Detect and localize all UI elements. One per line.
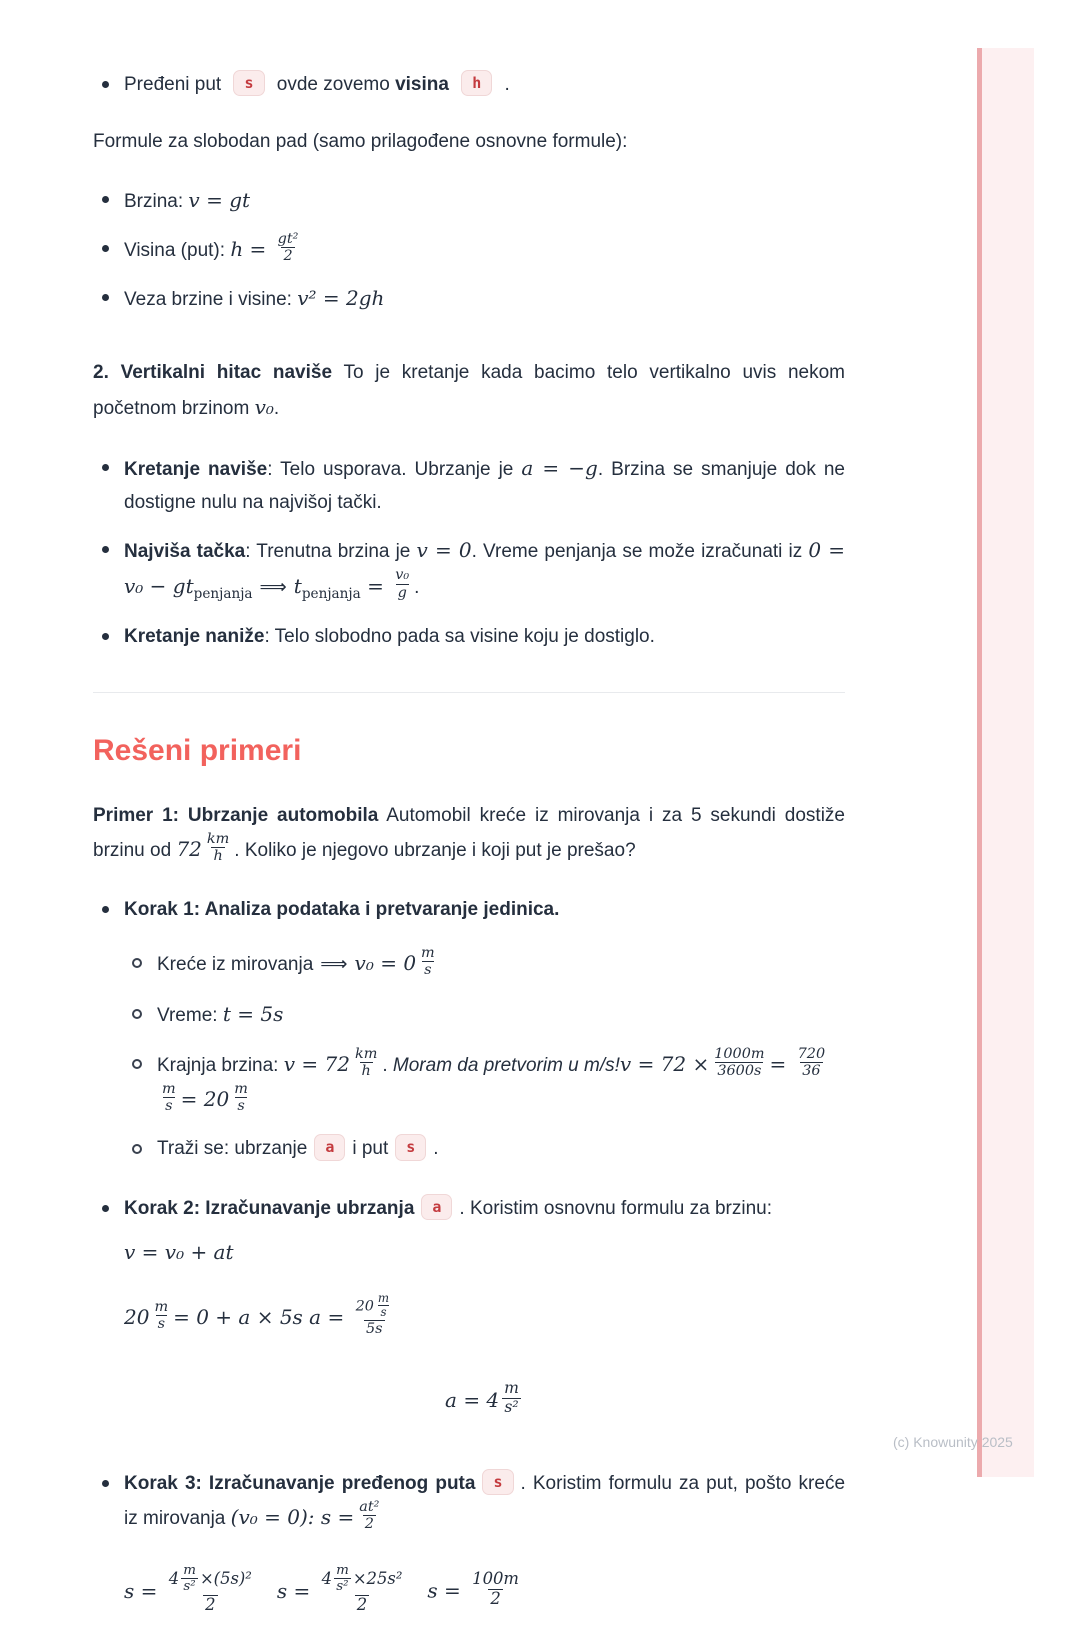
math-text: s =	[276, 1578, 311, 1603]
math-expression	[124, 1291, 398, 1338]
bullet-item-veza	[93, 281, 845, 316]
math-text: 4	[321, 1569, 333, 1589]
bullet-item-kretanje-navise	[93, 451, 845, 520]
text: Visina (put):	[124, 239, 231, 261]
sub-bullet-vreme	[124, 997, 845, 1032]
paragraph-vertikalni-hitac	[93, 356, 845, 425]
fraction-denominator: s²	[504, 1397, 519, 1416]
text: .	[273, 397, 280, 419]
paragraph-formule-lead: Formule za slobodan pad (samo prilagođene osnovne formule):	[93, 131, 628, 153]
bold-text: Najviša tačka	[124, 541, 246, 563]
document-content	[93, 0, 845, 1632]
math-text: h =	[230, 236, 267, 261]
section-divider	[93, 692, 845, 693]
fraction-denominator: h	[213, 847, 223, 864]
fraction-numerator: 1000m	[714, 1045, 765, 1062]
math-expression: a = −g	[521, 455, 598, 480]
fraction	[354, 1293, 396, 1338]
accent-band	[982, 48, 1034, 1477]
display-equation	[124, 1379, 845, 1421]
math-expression: v = 0	[416, 538, 472, 563]
text: . Koristim formulu za put, pošto kreće iz mirovanja	[124, 1472, 846, 1529]
math-expression	[124, 1563, 257, 1618]
fraction-nested	[376, 1292, 391, 1319]
math-expression: v = gt	[188, 187, 251, 212]
fraction-denominator: s	[424, 962, 432, 979]
bold-text: Korak 1: Analiza podataka i pretvaranje jedinica.	[124, 899, 560, 921]
math-expression	[354, 945, 440, 979]
text: : Telo slobodno pada sa visine koju je dostiglo.	[264, 626, 655, 648]
fraction-numerator: m	[336, 1563, 349, 1579]
text: .	[414, 576, 420, 598]
math-subscript: penjanja	[301, 585, 361, 602]
fraction-denominator: 36	[802, 1062, 821, 1079]
inline-code-badge-a: a	[421, 1194, 452, 1220]
fraction-numerator: m	[154, 1298, 169, 1315]
bullet-item-brzina	[93, 183, 845, 218]
math-expression	[293, 567, 414, 602]
inline-code-badge-s: s	[482, 1469, 513, 1495]
fraction-denominator: 2	[356, 1595, 368, 1615]
bullet-item-visina	[93, 232, 845, 267]
fraction-numerator: at²	[359, 1498, 380, 1515]
math-text: s =	[124, 1578, 158, 1603]
math-text: (v₀ = 0): s =	[230, 1504, 355, 1529]
fraction-denominator: 2	[205, 1595, 216, 1615]
text: .	[433, 1138, 439, 1160]
fraction-nested	[181, 1563, 198, 1594]
bullet-item-najvisa-tacka	[93, 533, 845, 606]
fraction	[796, 1046, 827, 1079]
inline-code-badge-h: h	[461, 70, 492, 96]
math-subscript: penjanja	[193, 585, 253, 602]
formula-row	[124, 1563, 845, 1618]
math-text: 20	[124, 1304, 150, 1329]
fraction	[152, 1299, 170, 1332]
fraction-denominator: h	[361, 1062, 371, 1079]
math-expression	[230, 230, 303, 264]
bold-text: Primer 1: Ubrzanje automobila	[93, 804, 379, 826]
fraction-numerator: m	[234, 1080, 248, 1097]
bold-text: Kretanje naniže	[124, 626, 265, 648]
math-expression	[230, 1498, 385, 1532]
korak-list	[93, 893, 845, 1618]
sub-bullet-krajnja-brzina	[124, 1047, 845, 1118]
fraction	[353, 1046, 379, 1079]
text: Veza brzine i visine:	[124, 289, 298, 310]
fraction-denominator: s²	[336, 1579, 349, 1595]
fraction-denominator: 5s	[366, 1321, 383, 1338]
math-text: 20	[355, 1298, 374, 1315]
fraction-numerator: 720	[797, 1045, 826, 1062]
fraction	[167, 1564, 254, 1615]
fraction-numerator: m	[377, 1291, 390, 1306]
fraction-numerator	[354, 1293, 396, 1320]
math-expression: t = 5s	[222, 1001, 284, 1026]
fraction-numerator: gt²	[277, 230, 299, 247]
math-text: = 20	[180, 1087, 230, 1112]
math-text: s =	[427, 1578, 461, 1603]
formula-line	[124, 1291, 845, 1341]
fraction-numerator: m	[183, 1563, 196, 1579]
text: . Brzina se smanjuje dok ne dostigne nulu na najvišoj tački.	[124, 458, 845, 513]
footer-copyright: (c) Knowunity 2025	[893, 1434, 1013, 1450]
math-expression: v² = 2gh	[297, 286, 385, 310]
bold-text: visina	[395, 74, 449, 95]
fraction-denominator: 3600s	[717, 1062, 762, 1079]
accent-stripe	[977, 48, 982, 1477]
text: Brzina:	[124, 190, 189, 212]
math-expression	[445, 1379, 524, 1416]
math-text: a = 4	[445, 1387, 500, 1412]
math-text: ×25s²	[352, 1569, 403, 1589]
paragraph-primer-1	[93, 799, 845, 868]
fraction	[276, 231, 301, 264]
formula-list	[93, 183, 845, 317]
fraction-denominator: s	[157, 1315, 165, 1332]
fraction-denominator: g	[397, 584, 407, 601]
fraction-numerator: v₀	[395, 567, 410, 584]
bullet-item-kretanje-nanize	[93, 620, 845, 653]
fraction-numerator: km	[354, 1045, 378, 1062]
math-text: v = 72 ×	[619, 1051, 710, 1076]
text: To je kretanje kada bacimo telo vertikalno uvis nekom početnom brzinom	[93, 362, 845, 419]
text: . Koliko je njegovo ubrzanje i koji put je prešao?	[234, 839, 636, 861]
inline-code-badge-s: s	[395, 1134, 426, 1160]
math-expression	[276, 1563, 408, 1618]
fraction-denominator: 2	[490, 1588, 501, 1608]
section-subtitle: 2. Vertikalni hitac naviše	[93, 362, 333, 384]
fraction	[205, 831, 231, 864]
bullet-item-korak-3	[93, 1467, 845, 1618]
math-text: v = 72	[283, 1051, 350, 1076]
sub-bullet-krece	[124, 946, 845, 981]
fraction-numerator: m	[162, 1080, 176, 1097]
math-text: v₀ = 0	[354, 951, 417, 976]
math-expression: v₀	[254, 394, 274, 419]
text: Kreće iz mirovanja	[157, 954, 314, 976]
italic-text: Moram da pretvorim u m/s!	[392, 1054, 620, 1076]
fraction-numerator	[167, 1564, 254, 1595]
text: .	[382, 1054, 393, 1076]
fraction	[232, 1081, 250, 1114]
text: Krajnja brzina:	[157, 1054, 284, 1076]
fraction	[357, 1499, 381, 1532]
korak1-sublist	[124, 946, 845, 1165]
inline-code-badge-s: s	[233, 70, 264, 96]
text: Automobil kreće iz mirovanja i za 5 sekundi dostiže brzinu od	[93, 804, 845, 861]
bold-text: Korak 3: Izračunavanje pređenog puta	[124, 1472, 476, 1494]
fraction	[160, 1081, 178, 1114]
inline-code-badge-a: a	[314, 1134, 345, 1160]
text: .	[504, 74, 510, 95]
text: ovde zovemo	[276, 74, 390, 95]
fraction-denominator: 2	[283, 247, 293, 264]
fraction	[712, 1046, 766, 1079]
fraction	[320, 1564, 405, 1615]
math-text: = 0 + a × 5s a =	[173, 1304, 345, 1329]
bullet-item-korak-2	[93, 1192, 845, 1421]
bold-text: Kretanje naviše	[124, 458, 268, 480]
text: . Vreme penjanja se može izračunati iz	[471, 541, 809, 563]
implies-arrow-icon: ⟹	[259, 575, 287, 598]
text: i put	[352, 1138, 389, 1160]
text: : Trenutna brzina je	[245, 541, 417, 563]
text: : Telo usporava. Ubrzanje je	[267, 458, 522, 480]
fraction-denominator: s	[237, 1098, 245, 1115]
text: Pređeni put	[124, 74, 222, 95]
fraction	[470, 1570, 521, 1608]
math-expression: v = v₀ + at	[124, 1239, 234, 1264]
math-text: =	[769, 1051, 787, 1076]
math-text: t	[293, 573, 302, 598]
math-expression	[283, 1045, 383, 1079]
fraction	[393, 567, 411, 600]
math-text: 0 = v₀ − gt	[124, 538, 845, 598]
fraction-denominator: s	[380, 1305, 387, 1320]
fraction-numerator: m	[421, 945, 435, 962]
text: . Koristim osnovnu formulu za brzinu:	[459, 1197, 772, 1219]
fraction-numerator: m	[504, 1379, 519, 1398]
fraction-numerator: 100m	[472, 1569, 519, 1589]
text: Traži se: ubrzanje	[157, 1138, 308, 1160]
sub-bullet-trazi-se	[124, 1132, 845, 1165]
math-text: ×(5s)²	[199, 1569, 252, 1589]
section2-bullet-list	[93, 451, 845, 654]
text: Vreme:	[157, 1004, 223, 1026]
math-expression	[427, 1569, 524, 1611]
bullet-item-korak-1	[93, 893, 845, 1166]
fraction-nested	[334, 1563, 351, 1594]
fraction-denominator: 2	[364, 1515, 374, 1532]
math-text: =	[360, 573, 391, 598]
math-expression	[176, 830, 234, 864]
fraction	[502, 1380, 521, 1416]
fraction-numerator	[320, 1564, 405, 1595]
formula-line	[124, 1235, 845, 1270]
fraction-denominator: s²	[183, 1579, 196, 1595]
fraction-numerator: km	[206, 830, 230, 847]
bullet-item-predeni-put	[93, 68, 845, 101]
implies-arrow-icon: ⟹	[320, 953, 348, 976]
fraction-denominator: s	[165, 1098, 173, 1115]
bold-text: Korak 2: Izračunavanje ubrzanja	[124, 1197, 415, 1219]
section-heading-reseni-primeri: Rešeni primeri	[93, 733, 302, 767]
fraction	[419, 945, 437, 978]
math-text: 4	[168, 1569, 180, 1589]
math-text: 72	[176, 836, 202, 861]
